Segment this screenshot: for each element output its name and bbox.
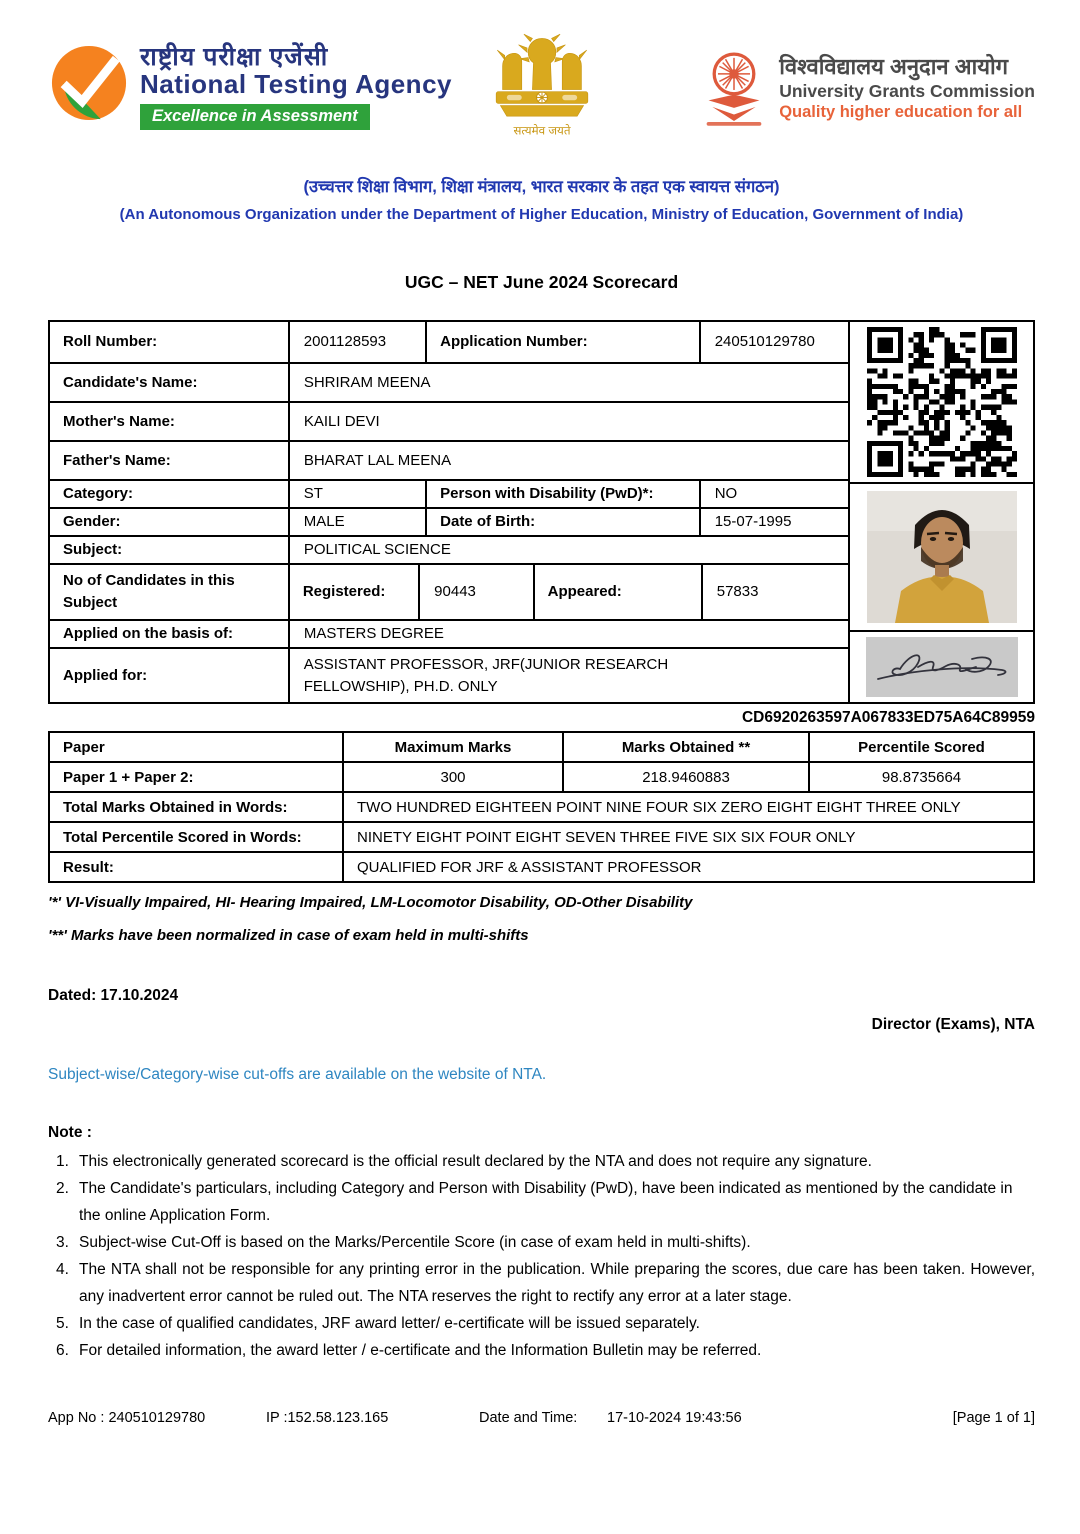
application-number-value: 240510129780 bbox=[699, 322, 848, 362]
footnote-disability: '*' VI-Visually Impaired, HI- Hearing Impaired, LM-Locomotor Disability, OD-Other Disability bbox=[48, 894, 693, 911]
table-row bbox=[50, 479, 848, 507]
note-text: The NTA shall not be responsible for any printing error in the publication. While preparing the scores, due care has been taken. However, any inadvertent error cannot be ruled out. The NTA reserves the right to rectify any error at a later stage. bbox=[79, 1261, 1035, 1305]
ugc-name-hindi: विश्वविद्यालय अनुदान आयोग bbox=[779, 54, 1009, 80]
result-label: Result: bbox=[63, 858, 114, 876]
nta-logo-text bbox=[140, 44, 452, 130]
percentile-words-row bbox=[50, 821, 1033, 851]
org-line-hindi: (उच्चत्तर शिक्षा विभाग, शिक्षा मंत्रालय, भारत सरकार के तहत एक स्वायत्त संगठन) bbox=[303, 178, 780, 196]
table-row bbox=[50, 401, 848, 440]
note-number: 4. bbox=[56, 1261, 69, 1278]
list-item bbox=[56, 1337, 1035, 1364]
national-emblem-icon bbox=[483, 32, 601, 162]
dob-label: Date of Birth: bbox=[425, 509, 699, 535]
national-emblem-block bbox=[483, 32, 601, 162]
result-value: QUALIFIED FOR JRF & ASSISTANT PROFESSOR bbox=[342, 853, 1033, 881]
note-number: 5. bbox=[56, 1315, 69, 1332]
media-column bbox=[850, 320, 1035, 704]
notes-list bbox=[48, 1148, 1035, 1364]
note-number: 6. bbox=[56, 1342, 69, 1359]
table-row bbox=[50, 619, 848, 647]
category-label: Category: bbox=[63, 485, 134, 503]
marks-header-row bbox=[50, 733, 1033, 761]
nta-logo-icon bbox=[50, 44, 128, 122]
candidate-signature bbox=[866, 637, 1018, 697]
subject-value: POLITICAL SCIENCE bbox=[288, 537, 848, 563]
pwd-value: NO bbox=[699, 481, 848, 507]
footer-ip: IP :152.58.123.165 bbox=[266, 1410, 389, 1426]
candidate-section bbox=[48, 320, 1035, 704]
marks-header-paper: Paper bbox=[63, 738, 105, 756]
table-row bbox=[50, 322, 848, 362]
cutoff-note: Subject-wise/Category-wise cut-offs are available on the website of NTA. bbox=[48, 1066, 547, 1083]
percentile-value: 98.8735664 bbox=[808, 763, 1033, 791]
marks-header-max: Maximum Marks bbox=[342, 733, 562, 761]
subject-label: Subject: bbox=[63, 541, 123, 559]
page-title: UGC – NET June 2024 Scorecard bbox=[404, 272, 679, 292]
candidate-signature-box bbox=[850, 632, 1033, 702]
note-number: 1. bbox=[56, 1153, 69, 1170]
note-number: 2. bbox=[56, 1180, 69, 1197]
candidate-info-table bbox=[48, 320, 850, 704]
ugc-logo-text bbox=[779, 54, 1035, 124]
marks-table bbox=[48, 731, 1035, 883]
table-row bbox=[50, 507, 848, 535]
note-text: For detailed information, the award letter / e-certificate and the Information Bulletin may be referred. bbox=[79, 1342, 762, 1359]
marks-words-row bbox=[50, 791, 1033, 821]
note-text: Subject-wise Cut-Off is based on the Marks/Percentile Score (in case of exam held in multi-shifts). bbox=[79, 1234, 751, 1251]
scorecard-page bbox=[0, 38, 1080, 1426]
qr-code bbox=[867, 327, 1017, 477]
nta-logo-block bbox=[50, 44, 452, 130]
table-row bbox=[50, 535, 848, 563]
applied-for-value: ASSISTANT PROFESSOR, JRF(JUNIOR RESEARCH FELLOWSHIP), PH.D. ONLY bbox=[288, 649, 848, 702]
footer-page-number: [Page 1 of 1] bbox=[952, 1410, 1035, 1426]
page-footer bbox=[48, 1410, 1035, 1426]
note-text: This electronically generated scorecard is the official result declared by the NTA and does not require any signature. bbox=[79, 1153, 872, 1170]
candidate-count-label: No of Candidates in this Subject bbox=[63, 572, 235, 611]
registered-value: 90443 bbox=[418, 565, 532, 619]
category-value: ST bbox=[288, 481, 425, 507]
candidate-photo-box bbox=[850, 484, 1033, 632]
father-name-label: Father's Name: bbox=[63, 451, 171, 469]
total-percentile-words-value: NINETY EIGHT POINT EIGHT SEVEN THREE FIVE SIX SIX FOUR ONLY bbox=[342, 823, 1033, 851]
roll-number-value: 2001128593 bbox=[288, 322, 425, 362]
note-text: In the case of qualified candidates, JRF award letter/ e-certificate will be issued separately. bbox=[79, 1315, 700, 1332]
appeared-label: Appeared: bbox=[533, 565, 701, 619]
result-row bbox=[50, 851, 1033, 881]
max-marks-value: 300 bbox=[342, 763, 562, 791]
footer-app-no: App No : 240510129780 bbox=[48, 1410, 206, 1426]
org-line-english: (An Autonomous Organization under the Department of Higher Education, Ministry of Education, Government of India) bbox=[119, 206, 964, 223]
nta-tagline: Excellence in Assessment bbox=[140, 104, 370, 130]
candidate-photo bbox=[867, 491, 1017, 623]
marks-header-obtained: Marks Obtained ** bbox=[562, 733, 808, 761]
ugc-name-english: University Grants Commission bbox=[779, 80, 1035, 101]
appeared-value: 57833 bbox=[701, 565, 848, 619]
dated-line: Dated: 17.10.2024 bbox=[48, 987, 179, 1004]
applied-basis-label: Applied on the basis of: bbox=[63, 625, 234, 643]
list-item bbox=[56, 1310, 1035, 1337]
note-number: 3. bbox=[56, 1234, 69, 1251]
candidate-name-label: Candidate's Name: bbox=[63, 373, 198, 391]
roll-number-label: Roll Number: bbox=[63, 333, 158, 351]
table-row bbox=[50, 362, 848, 401]
ugc-logo-icon bbox=[701, 50, 767, 128]
list-item bbox=[56, 1175, 1035, 1229]
applied-for-label: Applied for: bbox=[63, 666, 148, 684]
note-title: Note : bbox=[48, 1124, 92, 1141]
gender-label: Gender: bbox=[63, 513, 121, 531]
father-name-value: BHARAT LAL MEENA bbox=[288, 442, 848, 479]
table-row bbox=[50, 440, 848, 479]
list-item bbox=[56, 1229, 1035, 1256]
verification-code: CD6920263597A067833ED75A64C89959 bbox=[741, 709, 1035, 726]
registered-label: Registered: bbox=[288, 565, 418, 619]
emblem-motto: सत्यमेव जयते bbox=[512, 124, 571, 138]
table-row bbox=[50, 647, 848, 702]
dob-value: 15-07-1995 bbox=[699, 509, 848, 535]
candidate-name-value: SHRIRAM MEENA bbox=[288, 364, 848, 401]
pwd-label: Person with Disability (PwD)*: bbox=[425, 481, 699, 507]
ugc-logo-block bbox=[701, 50, 1035, 128]
qr-code-box bbox=[850, 322, 1033, 484]
total-percentile-words-label: Total Percentile Scored in Words: bbox=[63, 828, 302, 846]
mother-name-label: Mother's Name: bbox=[63, 412, 175, 430]
total-marks-words-label: Total Marks Obtained in Words: bbox=[63, 798, 288, 816]
ugc-tagline: Quality higher education for all bbox=[779, 103, 1023, 122]
signatory-line: Director (Exams), NTA bbox=[871, 1016, 1035, 1033]
list-item bbox=[56, 1148, 1035, 1175]
marks-header-percentile: Percentile Scored bbox=[808, 733, 1033, 761]
footer-datetime-label: Date and Time: bbox=[479, 1410, 578, 1426]
marks-data-row bbox=[50, 761, 1033, 791]
document-header bbox=[48, 38, 1035, 168]
gender-value: MALE bbox=[288, 509, 425, 535]
paper-row-label: Paper 1 + Paper 2: bbox=[63, 768, 194, 786]
footer-datetime-value: 17-10-2024 19:43:56 bbox=[607, 1410, 742, 1426]
application-number-label: Application Number: bbox=[425, 322, 699, 362]
mother-name-value: KAILI DEVI bbox=[288, 403, 848, 440]
total-marks-words-value: TWO HUNDRED EIGHTEEN POINT NINE FOUR SIX ZERO EIGHT EIGHT THREE ONLY bbox=[342, 793, 1033, 821]
note-text: The Candidate's particulars, including Category and Person with Disability (PwD), have been indicated as mentioned by the candidate in the online Application Form. bbox=[79, 1180, 1013, 1224]
nta-name-hindi: राष्ट्रीय परीक्षा एजेंसी bbox=[140, 43, 329, 71]
list-item bbox=[56, 1256, 1035, 1310]
table-row bbox=[50, 563, 848, 619]
applied-basis-value: MASTERS DEGREE bbox=[288, 621, 848, 647]
footnote-normalized: '**' Marks have been normalized in case of exam held in multi-shifts bbox=[48, 927, 529, 944]
marks-obtained-value: 218.9460883 bbox=[562, 763, 808, 791]
nta-name-english: National Testing Agency bbox=[140, 69, 452, 100]
